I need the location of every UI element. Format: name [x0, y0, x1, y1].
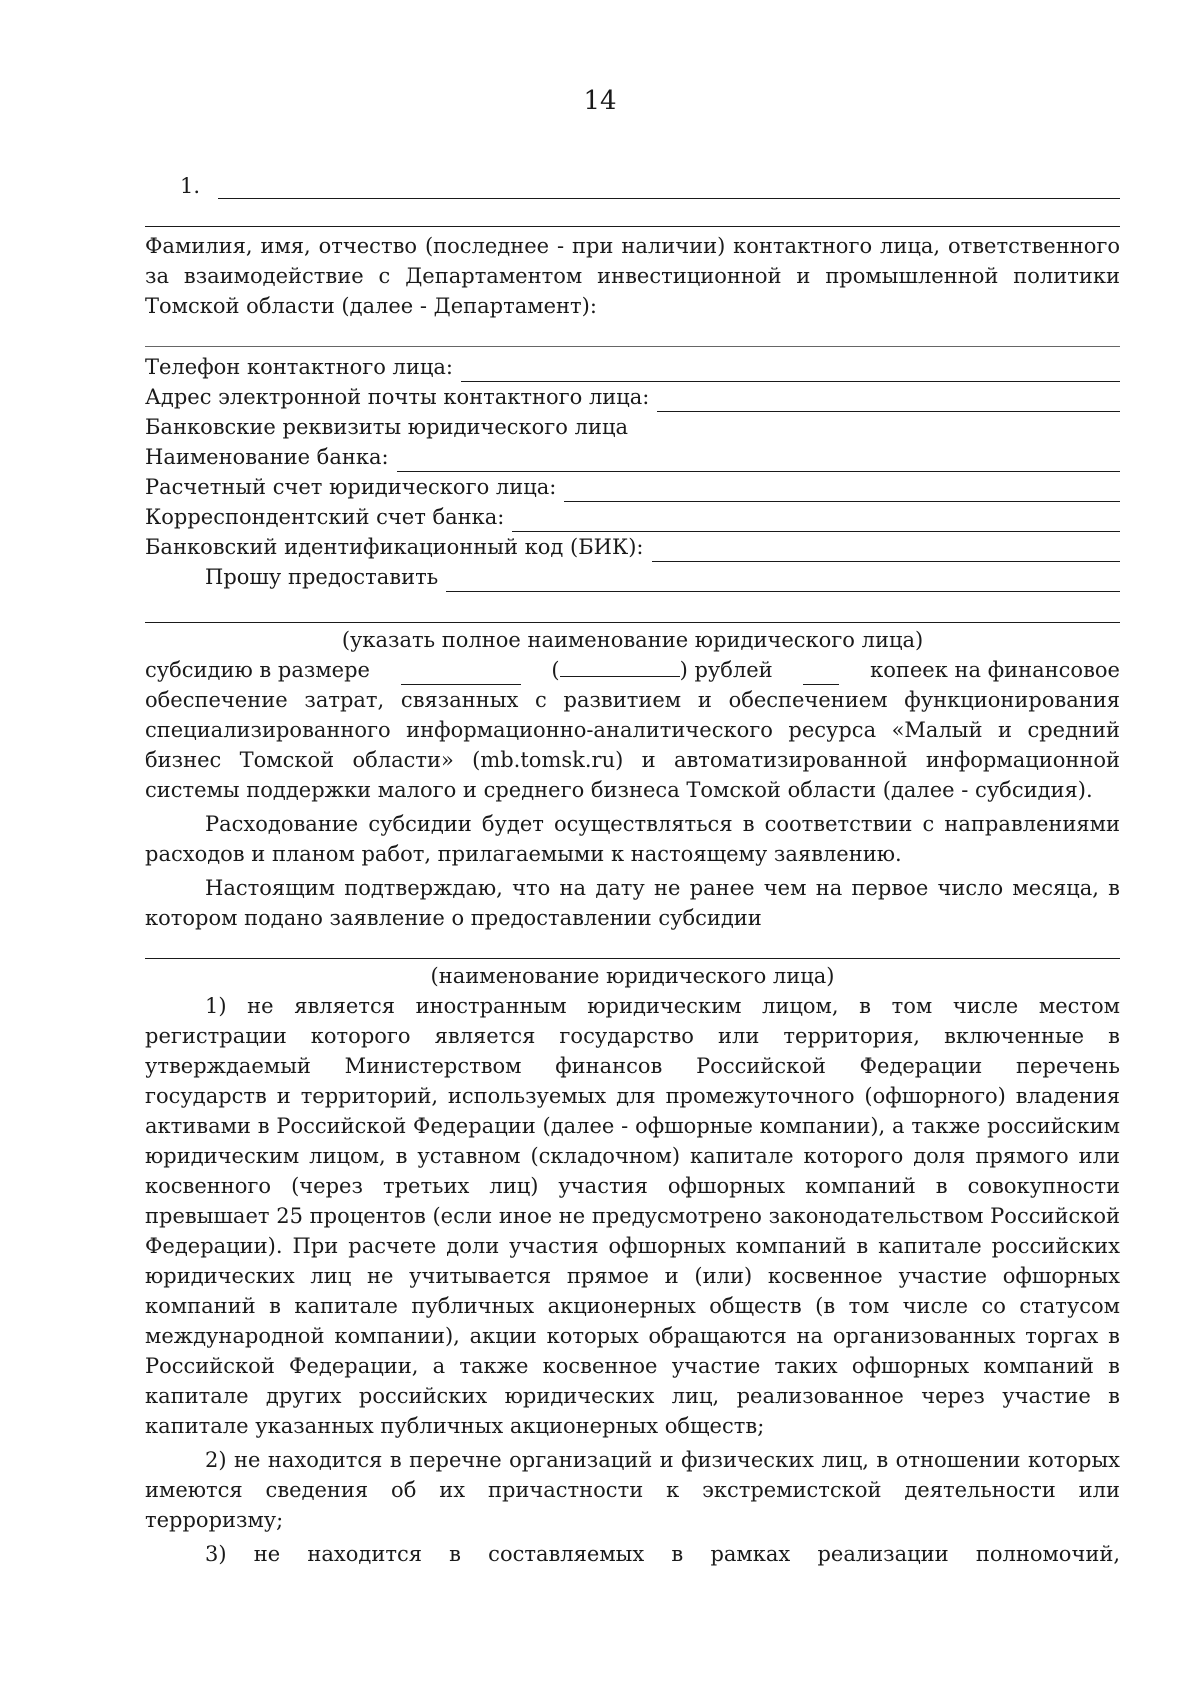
spending-line: Расходование субсидии будет осуществляться в соответствии с направлениями: [205, 812, 1120, 836]
bank-name-label: Наименование банка:: [145, 445, 389, 469]
subsidy-line: системы поддержки малого и среднего бизнеса Томской области (далее - субсидия).: [145, 778, 1093, 802]
spending-line: расходов и планом работ, прилагаемыми к настоящему заявлению.: [145, 842, 902, 866]
confirm-line: Настоящим подтверждаю, что на дату не ранее чем на первое число месяца, в: [205, 876, 1120, 900]
item1-line: капитале других российских юридических лиц, реализованное через участие в: [145, 1384, 1120, 1408]
item1-line: государств и территорий, используемых для промежуточного (офшорного) владения: [145, 1084, 1120, 1108]
item1-line: 1) не является иностранным юридическим лицом, в том числе местом: [205, 994, 1120, 1018]
correspondent-account-row: [145, 503, 1120, 532]
request-row: [145, 563, 1120, 592]
item1-line: международной компании), акции которых обращаются на организованных торгах в: [145, 1324, 1120, 1348]
item2-line: имеются сведения об их причастности к экстремистской деятельности или: [145, 1478, 1120, 1502]
caption-contact-line: Томской области (далее - Департамент):: [145, 294, 597, 318]
item1-line: превышает 25 процентов (если иное не предусмотрено законодательством Российской: [145, 1204, 1120, 1228]
amount-words-blank: [560, 656, 680, 677]
email-blank: [657, 389, 1120, 412]
item1-line: активами в Российской Федерации (далее - офшорные компании), а также российским: [145, 1114, 1120, 1138]
bik-blank: [652, 539, 1121, 562]
email-label: Адрес электронной почты контактного лица:: [145, 385, 650, 409]
rubles-label: ) рублей: [679, 658, 773, 682]
bik-row: [145, 533, 1120, 562]
blank-line: [145, 622, 1120, 623]
page-number: 14: [583, 86, 617, 116]
phone-blank: [461, 359, 1120, 382]
subsidy-line: бизнес Томской области» (mb.tomsk.ru) и автоматизированной информационной: [145, 748, 1120, 772]
bank-details-heading: Банковские реквизиты юридического лица: [145, 415, 628, 439]
settlement-account-label: Расчетный счет юридического лица:: [145, 475, 557, 499]
bik-label: Банковский идентификационный код (БИК):: [145, 535, 644, 559]
subsidy-line: обеспечение затрат, связанных с развитием и обеспечением функционирования: [145, 688, 1120, 712]
item3-line: 3) не находится в составляемых в рамках реализации полномочий,: [205, 1542, 1120, 1566]
item1-line: Российской Федерации, а также косвенное участие таких офшорных компаний в: [145, 1354, 1120, 1378]
subsidy-prefix: субсидию в размере: [145, 658, 370, 682]
request-blank: [446, 569, 1120, 592]
item1-line: Федерации). При расчете доли участия офшорных компаний в капитале российских: [145, 1234, 1120, 1258]
phone-field-row: [145, 353, 1120, 382]
item1-line: капитале указанных публичных акционерных обществ;: [145, 1414, 765, 1438]
bank-name-blank: [397, 449, 1120, 472]
item2-line: 2) не находится в перечне организаций и физических лиц, в отношении которых: [205, 1448, 1120, 1472]
settlement-account-blank: [564, 479, 1120, 502]
item1-line: утверждаемый Министерством финансов Российской Федерации перечень: [145, 1054, 1120, 1078]
subsidy-line: специализированного информационно-аналитического ресурса «Малый и средний: [145, 718, 1120, 742]
bank-name-row: [145, 443, 1120, 472]
caption-full-name: (указать полное наименование юридического лица): [341, 628, 924, 652]
blank-line: [145, 346, 1120, 347]
item1-line: регистрации которого является государство или территория, включенные в: [145, 1024, 1120, 1048]
request-label: Прошу предоставить: [205, 565, 439, 589]
blank-line: [145, 226, 1120, 227]
subsidy-line1: [145, 656, 1120, 685]
kopecks-blank: [803, 664, 839, 685]
item1-line: косвенного (через третьих лиц) участия офшорных компаний в совокупности: [145, 1174, 1120, 1198]
caption-contact-line: за взаимодействие с Департаментом инвестиционной и промышленной политики: [145, 264, 1120, 288]
item1-line: юридических лиц не учитывается прямое и (или) косвенное участие офшорных: [145, 1264, 1120, 1288]
confirm-line: котором подано заявление о предоставлении субсидии: [145, 906, 762, 930]
blank-line: [218, 198, 1120, 199]
item1-line: юридическим лицом, в уставном (складочном) капитале которого доля прямого или: [145, 1144, 1120, 1168]
settlement-account-row: [145, 473, 1120, 502]
caption-name: (наименование юридического лица): [430, 964, 835, 988]
open-paren: (: [551, 658, 560, 682]
blank-line: [145, 958, 1120, 959]
caption-contact-line: Фамилия, имя, отчество (последнее - при наличии) контактного лица, ответственного: [145, 234, 1120, 258]
email-field-row: [145, 383, 1120, 412]
correspondent-account-label: Корреспондентский счет банка:: [145, 505, 505, 529]
item-number: 1.: [180, 174, 201, 198]
item1-line: компаний в капитале публичных акционерных обществ (в том числе со статусом: [145, 1294, 1120, 1318]
kopecks-label: копеек на финансовое: [870, 658, 1120, 682]
amount-blank: [401, 664, 521, 685]
phone-label: Телефон контактного лица:: [145, 355, 453, 379]
correspondent-account-blank: [512, 509, 1120, 532]
item2-line: терроризму;: [145, 1508, 284, 1532]
